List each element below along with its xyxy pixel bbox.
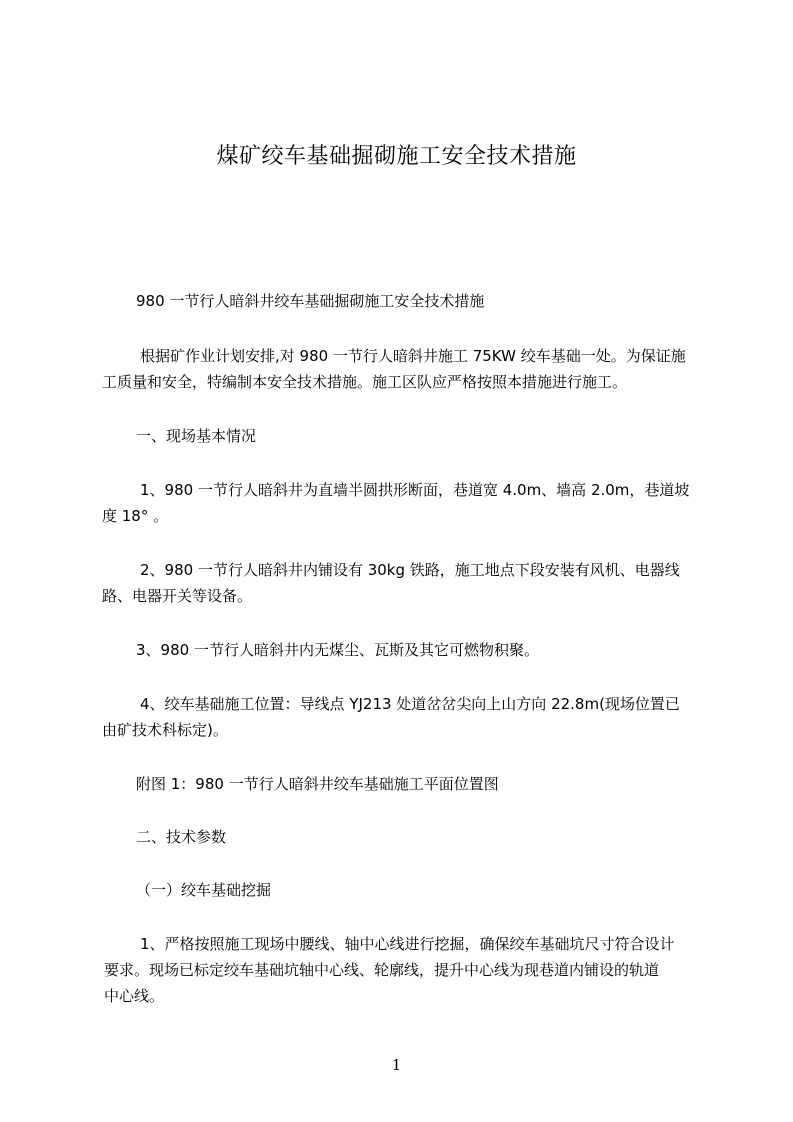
page-number: 1 [391,1056,402,1074]
section-1-item-2-line-1: 2、980 一节行人暗斜井内铺设有 30kg 铁路，施工地点下段安装有风机、电器线 [140,561,680,579]
section-1-heading: 一、现场基本情况 [136,427,257,445]
intro-paragraph-line-1: 根据矿作业计划安排,对 980 一节行人暗斜井施工 75KW 绞车基础一处。为保证施 [140,347,686,365]
section-2-item-1-line-1: 1、严格按照施工现场中腰线、轴中心线进行挖掘，确保绞车基础坑尺寸符合设计 [140,935,675,953]
section-2-item-1-line-3: 中心线。 [104,987,165,1005]
section-2-item-1-line-2: 要求。现场已标定绞车基础坑轴中心线、轮廓线，提升中心线为现巷道内铺设的轨道 [104,961,660,979]
section-1-item-4-line-1: 4、绞车基础施工位置：导线点 YJ213 处道岔岔尖向上山方向 22.8m(现场位置已 [140,695,680,713]
intro-paragraph-line-2: 工质量和安全，特编制本安全技术措施。施工区队应严格按照本措施进行施工。 [102,373,628,391]
section-1-item-2-line-2: 路、电器开关等设备。 [102,587,253,605]
document-title: 煤矿绞车基础掘砌施工安全技术措施 [216,144,577,169]
section-1-item-1-line-2: 度 18° 。 [102,507,169,525]
section-2-heading: 二、技术参数 [136,828,227,846]
figure-caption: 附图 1：980 一节行人暗斜井绞车基础施工平面位置图 [136,775,499,793]
section-2-subheading: （一）绞车基础挖掘 [136,881,272,899]
section-1-item-4-line-2: 由矿技术科标定)。 [102,721,228,739]
section-1-item-3: 3、980 一节行人暗斜井内无煤尘、瓦斯及其它可燃物积聚。 [136,641,539,659]
section-1-item-1-line-1: 1、980 一节行人暗斜井为直墙半圆拱形断面，巷道宽 4.0m、墙高 2.0m，巷道坡 [140,481,690,499]
document-subtitle: 980 一节行人暗斜井绞车基础掘砌施工安全技术措施 [136,292,485,310]
